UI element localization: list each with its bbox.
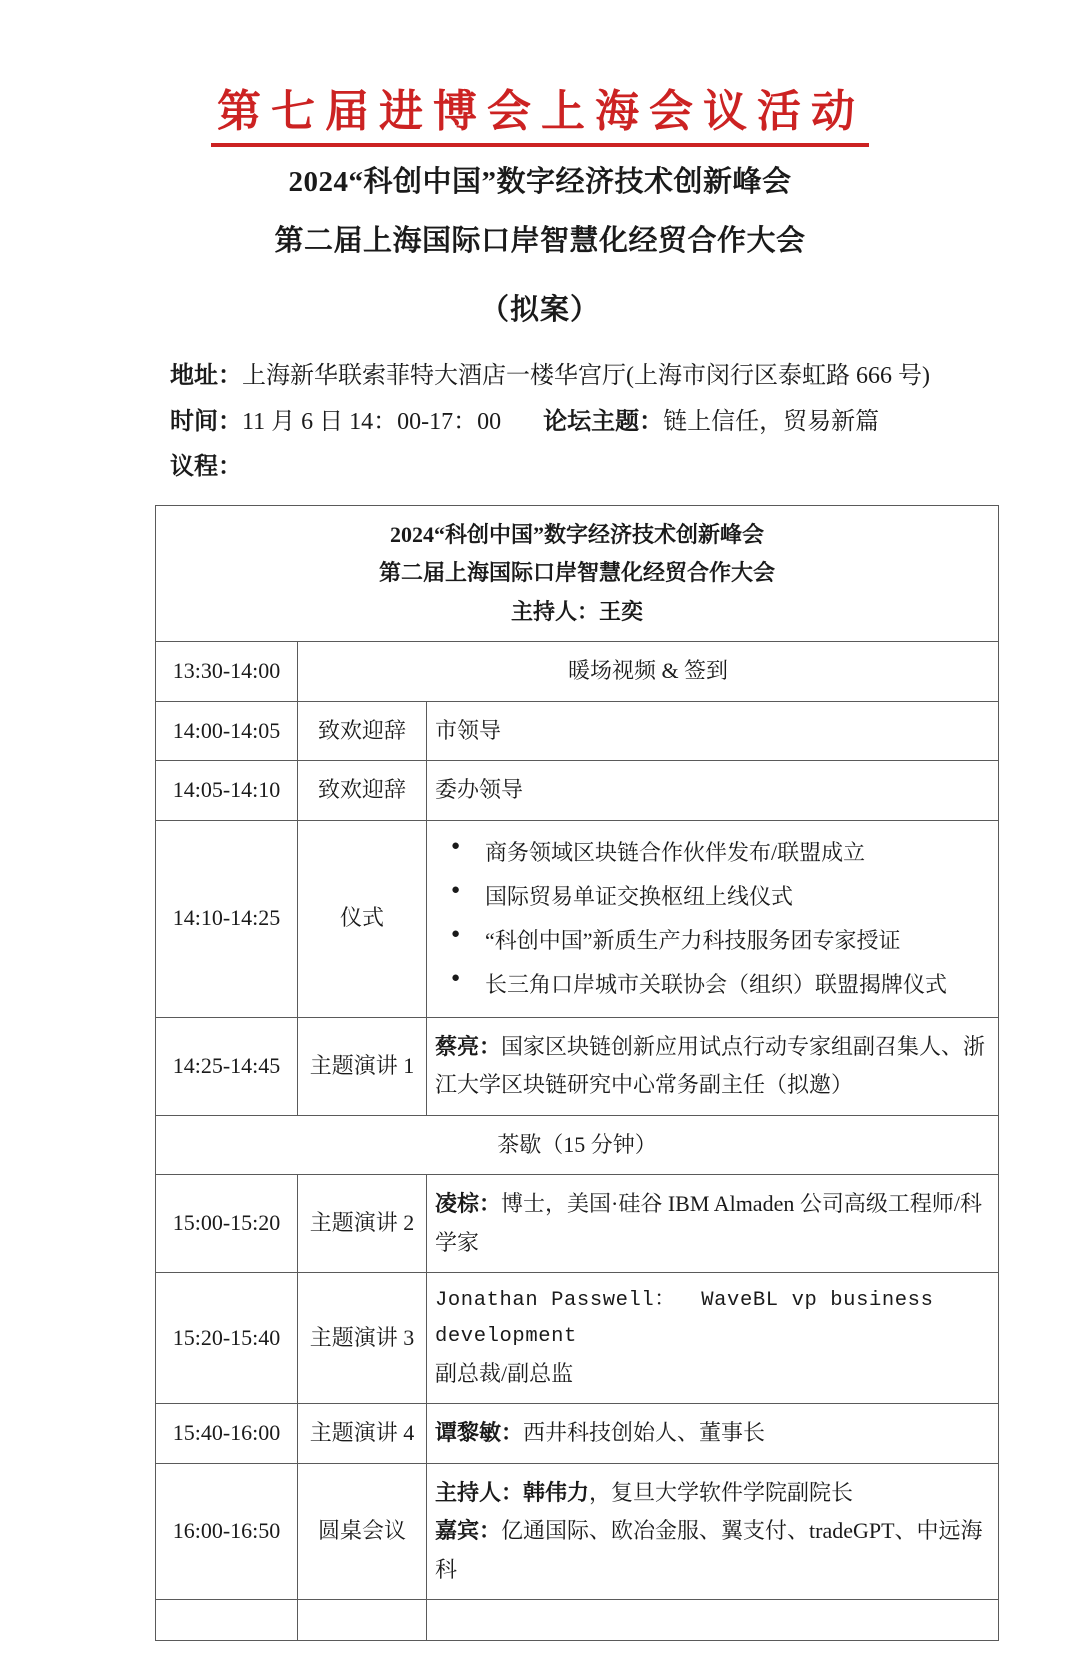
- roundtable-host-label: 主持人：韩伟力: [435, 1479, 590, 1505]
- row-kind: 主题演讲 3: [298, 1273, 427, 1404]
- row-kind: [298, 1600, 427, 1641]
- agenda-line: [170, 445, 1080, 491]
- table-row: [156, 761, 999, 821]
- row-kind: 主题演讲 1: [298, 1017, 427, 1115]
- speaker-line-1: [435, 1283, 990, 1355]
- time-value: 11 月 6 日 14：00-17：00: [242, 408, 502, 435]
- list-item: ● 国际贸易单证交换枢纽上线仪式: [445, 875, 990, 919]
- subtitle-line-2: 第二届上海国际口岸智慧化经贸合作大会: [274, 224, 806, 257]
- time-label: 时间：: [170, 408, 242, 435]
- info-block: [0, 338, 1080, 491]
- row-time: 14:00-14:05: [156, 701, 298, 761]
- list-item: ● 商务领域区块链合作伙伴发布/联盟成立: [445, 831, 990, 875]
- table-row-cutoff: [156, 1600, 999, 1641]
- table-row: [156, 1115, 999, 1175]
- roundtable-guest-value: 亿通国际、欧冶金服、翼支付、tradeGPT、中远海科: [435, 1518, 983, 1582]
- speaker-title: WaveBL vp business development: [435, 1289, 934, 1349]
- list-item: ● 长三角口岸城市关联协会（组织）联盟揭牌仪式: [445, 963, 990, 1007]
- agenda-header-line-1: 2024“科创中国”数字经济技术创新峰会: [389, 521, 764, 547]
- row-content: 市领导: [427, 701, 999, 761]
- row-time: 15:40-16:00: [156, 1404, 298, 1464]
- table-row: [156, 1463, 999, 1600]
- row-time: 14:10-14:25: [156, 820, 298, 1017]
- speaker-line-2: 副总裁/副总监: [435, 1360, 574, 1386]
- row-kind: 仪式: [298, 820, 427, 1017]
- address-value: 上海新华联索菲特大酒店一楼华宫厅(上海市闵行区泰虹路 666 号): [242, 362, 930, 389]
- row-content: 暖场视频 & 签到: [298, 642, 999, 702]
- row-kind: 圆桌会议: [298, 1463, 427, 1600]
- table-row: [156, 820, 999, 1017]
- row-time: 15:20-15:40: [156, 1273, 298, 1404]
- list-item: ● “科创中国”新质生产力科技服务团专家授证: [445, 919, 990, 963]
- row-kind: 致欢迎辞: [298, 701, 427, 761]
- page-title-text: 第七届进博会上海会议活动: [211, 84, 869, 147]
- table-row: [156, 701, 999, 761]
- row-time: 14:05-14:10: [156, 761, 298, 821]
- agenda-table-body: [156, 505, 999, 1641]
- subtitle-line-1: 2024“科创中国”数字经济技术创新峰会: [288, 166, 792, 198]
- roundtable-host-title: ，复旦大学软件学院副院长: [589, 1479, 854, 1505]
- speaker-name: 谭黎敏：: [435, 1420, 524, 1446]
- page-bottom-cutoff-text: [0, 1641, 1080, 1663]
- row-content: [427, 820, 999, 1017]
- table-row: [156, 1404, 999, 1464]
- row-content: [427, 1404, 999, 1464]
- row-content: [427, 1017, 999, 1115]
- ceremony-bullet-list: [435, 831, 990, 1007]
- row-time: [156, 1600, 298, 1641]
- row-content: 委办领导: [427, 761, 999, 821]
- row-kind: 致欢迎辞: [298, 761, 427, 821]
- speaker-name: 蔡亮：: [435, 1033, 502, 1059]
- row-content: [427, 1273, 999, 1404]
- table-row: [156, 1273, 999, 1404]
- row-kind: 主题演讲 2: [298, 1175, 427, 1273]
- table-header-row: [156, 505, 999, 642]
- row-time: 15:00-15:20: [156, 1175, 298, 1273]
- row-time: 14:25-14:45: [156, 1017, 298, 1115]
- roundtable-guest-line: [435, 1512, 990, 1589]
- row-time: 16:00-16:50: [156, 1463, 298, 1600]
- forum-theme-label: 论坛主题：: [543, 408, 664, 435]
- agenda-header-host: 主持人：王奕: [510, 598, 643, 624]
- agenda-header-cell: [156, 505, 999, 642]
- forum-theme-value: 链上信任，贸易新篇: [663, 408, 880, 435]
- table-row: [156, 1017, 999, 1115]
- draft-note: （拟案）: [479, 293, 600, 326]
- table-row: [156, 642, 999, 702]
- roundtable-host-line: [435, 1474, 990, 1513]
- page-title: [0, 0, 1080, 147]
- speaker-title: 博士，美国·硅谷 IBM Almaden 公司高级工程师/科学家: [435, 1191, 982, 1255]
- row-content: 茶歇（15 分钟）: [156, 1115, 999, 1175]
- speaker-title: 国家区块链创新应用试点行动专家组副召集人、浙江大学区块链研究中心常务副主任（拟邀）: [435, 1033, 986, 1098]
- agenda-header-line-2: 第二届上海国际口岸智慧化经贸合作大会: [378, 560, 775, 586]
- agenda-table: [155, 505, 999, 1642]
- speaker-name: 凌棕：: [435, 1191, 502, 1217]
- time-line: [170, 400, 1080, 446]
- speaker-title: 西井科技创始人、董事长: [523, 1420, 766, 1446]
- address-line: [170, 354, 1080, 400]
- agenda-label: 议程：: [170, 454, 242, 481]
- table-row: [156, 1175, 999, 1273]
- row-content: [427, 1175, 999, 1273]
- agenda-table-wrapper: [0, 491, 1080, 1642]
- roundtable-guest-label: 嘉宾：: [435, 1518, 502, 1544]
- row-kind: 主题演讲 4: [298, 1404, 427, 1464]
- row-time: 13:30-14:00: [156, 642, 298, 702]
- address-label: 地址：: [170, 362, 242, 389]
- row-content: [427, 1463, 999, 1600]
- row-content: [427, 1600, 999, 1641]
- speaker-name: Jonathan Passwell：: [435, 1289, 676, 1313]
